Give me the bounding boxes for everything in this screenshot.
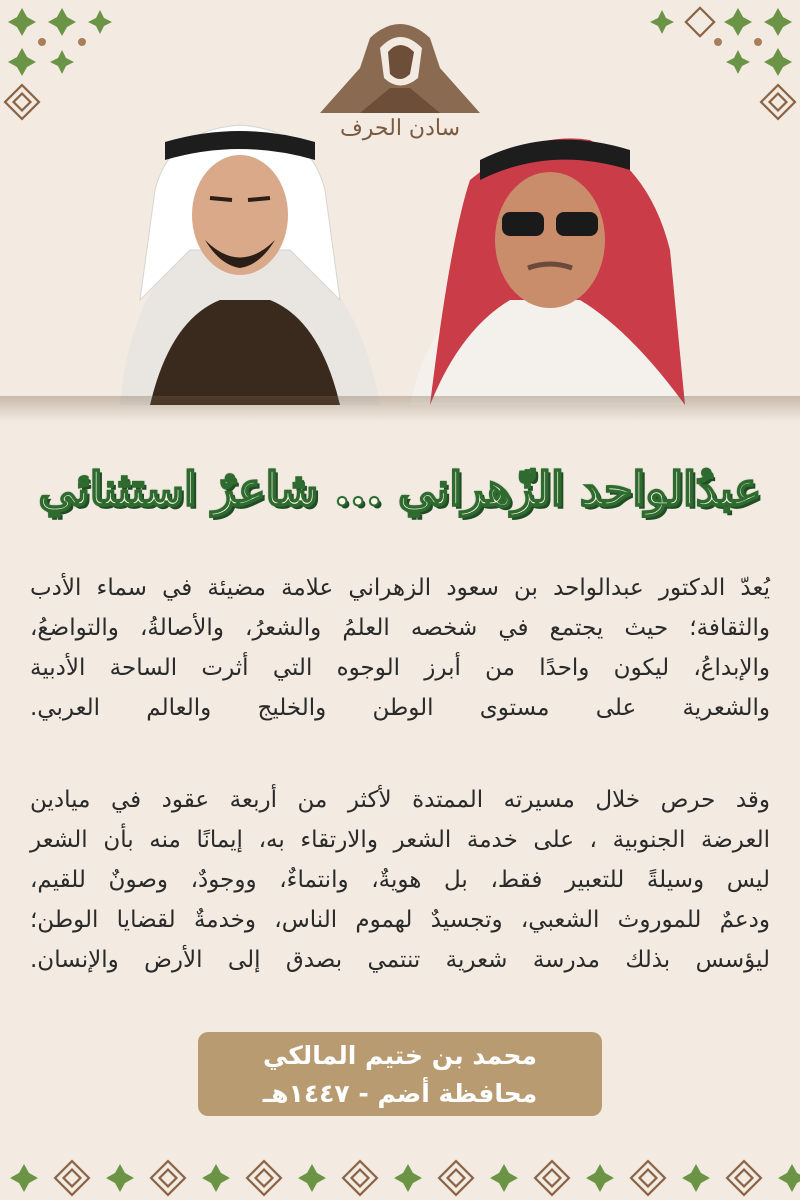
pattern-motif	[106, 1164, 134, 1192]
pattern-motif	[631, 1161, 665, 1195]
pattern-motif	[439, 1161, 473, 1195]
paragraph-line: ليس وسيلةً للتعبير فقط، بل هويةٌ، وانتماءٌ، ووجودٌ، وصونٌ للقيم،	[30, 867, 770, 893]
pattern-motif	[202, 1164, 230, 1192]
paragraph-line: ودعمٌ للموروث الشعبي، وتجسيدٌ لهموم الناس، وخدمةٌ لقضايا الوطن؛	[30, 907, 770, 933]
pattern-motif	[778, 1164, 800, 1192]
paragraph-line: يُعدّ الدكتور عبدالواحد بن سعود الزهراني علامة مضيئة في سماء الأدب	[30, 575, 770, 601]
paragraph-1	[30, 568, 770, 728]
signature-box	[198, 1032, 602, 1116]
bottom-pattern-icon	[10, 1161, 800, 1195]
paragraph-line: ليؤسس بذلك مدرسة شعرية تنتمي بصدق إلى الأرض والإنسان.	[30, 947, 770, 973]
pattern-motif	[535, 1161, 569, 1195]
headline: عبدُالواحد الزّهراني ... شاعرٌ استثنائي	[38, 462, 762, 516]
portraits	[110, 100, 690, 405]
logo-text: سادن الحرف	[339, 116, 461, 141]
portrait-red-shemagh-sunglasses-icon	[410, 138, 685, 405]
paragraph-line: العرضة الجنوبية ، على خدمة الشعر والارتقاء به، إيمانًا منه بأن الشعر	[30, 827, 770, 853]
pattern-motif	[394, 1164, 422, 1192]
photo-bottom-shadow	[0, 396, 800, 422]
pattern-motif	[490, 1164, 518, 1192]
clover-pattern-icon	[5, 8, 112, 119]
signature-name: محمد بن ختيم المالكي	[262, 1041, 538, 1070]
pattern-motif	[298, 1164, 326, 1192]
pattern-motif	[727, 1161, 761, 1195]
corner-ornament-top-left	[0, 0, 120, 130]
paragraph-line: والإبداعُ، ليكون واحدًا من أبرز الوجوه التي أثرت الساحة الأدبية	[30, 655, 770, 681]
pattern-motif	[55, 1161, 89, 1195]
signature-place-date: محافظة أضم - ١٤٤٧هـ	[262, 1079, 538, 1108]
pattern-motif	[10, 1164, 38, 1192]
pattern-motif	[151, 1161, 185, 1195]
bottom-ornament-border	[0, 1152, 800, 1200]
paragraph-line: والشعرية على مستوى الوطن والخليج والعالم العربي.	[30, 695, 770, 721]
paragraph-2	[30, 780, 770, 980]
paragraph-line: والثقافة؛ حيث يجتمع في شخصه العلمُ والشعرُ، والأصالةُ، والتواضعُ،	[30, 615, 770, 641]
portrait-white-ghutra-icon	[120, 125, 380, 405]
pattern-motif	[343, 1161, 377, 1195]
pattern-motif	[586, 1164, 614, 1192]
paragraph-line: وقد حرص خلال مسيرته الممتدة لأكثر من أربعة عقود في ميادين	[30, 787, 770, 813]
pattern-motif	[247, 1161, 281, 1195]
pattern-motif	[682, 1164, 710, 1192]
